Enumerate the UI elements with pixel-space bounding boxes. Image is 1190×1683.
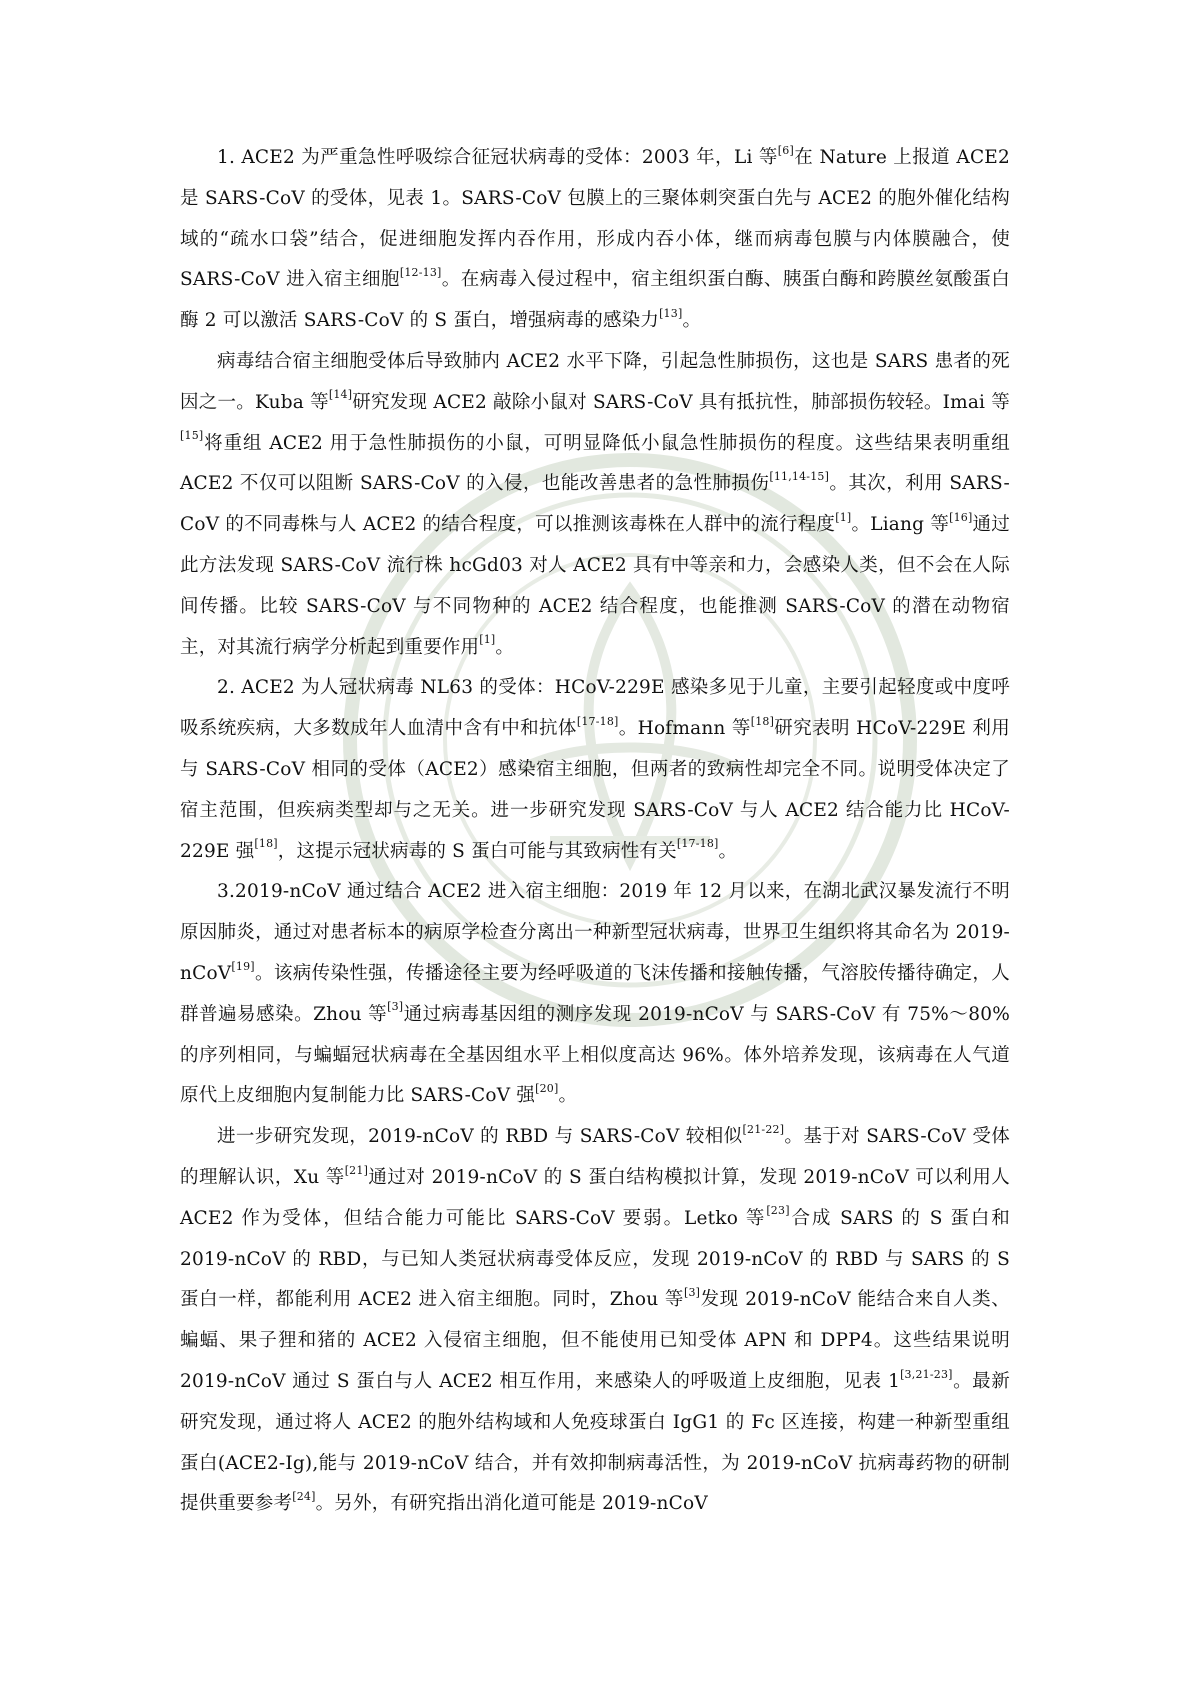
text-run: 通过此方法发现 SARS-CoV 流行株 hcGd03 对人 ACE2 具有中等亲和力，会感染人类，但不会在人际间传播。比较 SARS-CoV 与不同物种的 ACE2 结合程度，也能推测 SARS-CoV 的潜在动物宿主，对其流行病学分析起到重要作用 [180,514,1010,658]
text-run: 通过对 2019-nCoV 的 S 蛋白结构模拟计算，发现 2019-nCoV 可以利用人 ACE2 作为受体，但结合能力可能比 SARS-CoV 要弱。Letko 等 [180,1166,1011,1229]
text-run: 。 [718,840,738,862]
paragraph-2019-ncov-entry [180,872,1010,1117]
citation-ref: [18] [750,714,775,728]
citation-ref: [15] [180,429,204,443]
article-body [180,138,1010,1525]
citation-ref: [23] [766,1204,790,1218]
text-run: 。 [558,1085,578,1107]
text-run: 3.2019-nCoV 通过结合 ACE2 进入宿主细胞：2019 年 12 月以来，在湖北武汉暴发流行不明原因肺炎，通过对患者标本的病原学检查分离出一种新型冠状病毒，世界卫生组织将其命名为 2019-nCoV [180,881,1010,984]
paragraph-further-research [180,1117,1010,1525]
text-run: 1. ACE2 为严重急性呼吸综合征冠状病毒的受体：2003 年，Li 等 [217,147,778,168]
text-run: ，这提示冠状病毒的 S 蛋白可能与其致病性有关 [277,840,677,862]
text-run: 研究表明 HCoV-229E 利用与 SARS-CoV 相同的受体（ACE2）感染宿主细胞，但两者的致病性却完全不同。说明受体决定了宿主范围，但疾病类型却与之无关。进一步研究发现 SARS-CoV 与人 ACE2 结合能力比 HCoV-229E 强 [180,718,1010,862]
citation-ref: [17-18] [576,714,619,728]
citation-ref: [3,21-23] [900,1367,953,1381]
citation-ref: [13] [659,306,683,320]
text-run: 。Liang 等 [851,514,950,536]
text-run: 。其次，利用 SARS-CoV 的不同毒株与人 ACE2 的结合程度，可以推测该毒株在人群中的流行程度 [180,473,1010,536]
citation-ref: [17-18] [676,837,719,851]
text-run: 在 Nature 上报道 ACE2 是 SARS-CoV 的受体，见表 1。SARS-CoV 包膜上的三聚体刺突蛋白先与 ACE2 的胞外催化结构域的“疏水口袋”结合，促进细胞发挥内吞作用，形成内吞小体，继而病毒包膜与内体膜融合，使 SARS-CoV 进入宿主细胞 [180,147,1010,291]
citation-ref: [6] [777,143,794,157]
citation-ref: [21] [344,1163,369,1177]
citation-ref: [24] [292,1489,316,1503]
text-run: 。 [495,636,515,658]
text-run: 通过病毒基因组的测序发现 2019-nCoV 与 SARS-CoV 有 75%～80%的序列相同，与蝙蝠冠状病毒在全基因组水平上相似度高达 96%。体外培养发现，该病毒在人气道原代上皮细胞内复制能力比 SARS-CoV 强 [180,1003,1010,1107]
text-run: 。在病毒入侵过程中，宿主组织蛋白酶、胰蛋白酶和跨膜丝氨酸蛋白酶 2 可以激活 SARS-CoV 的 S 蛋白，增强病毒的感染力 [180,269,1010,332]
text-run: 研究发现 ACE2 敲除小鼠对 SARS-CoV 具有抵抗性，肺部损伤较轻。Imai 等 [352,391,1010,413]
citation-ref: [21-22] [742,1122,785,1136]
text-run: 。另外，有研究指出消化道可能是 2019-nCoV [315,1493,708,1515]
text-run: 进一步研究发现，2019-nCoV 的 RBD 与 SARS-CoV 较相似 [217,1126,743,1148]
citation-ref: [11,14-15] [769,470,830,484]
paragraph-ace2-nl63-receptor [180,668,1010,872]
citation-ref: [3] [387,1000,404,1014]
citation-ref: [1] [835,510,852,524]
text-run: 2. ACE2 为人冠状病毒 NL63 的受体：HCoV-229E 感染多见于儿童，主要引起轻度或中度呼吸系统疾病，大多数成年人血清中含有中和抗体 [180,677,1010,740]
citation-ref: [18] [254,837,278,851]
text-run: 发现 2019-nCoV 能结合来自人类、蝙蝠、果子狸和猪的 ACE2 入侵宿主细胞，但不能使用已知受体 APN 和 DPP4。这些结果说明 2019-nCoV 通过 S 蛋白与人 ACE2 相互作用，来感染人的呼吸道上皮细胞，见表 1 [180,1289,1010,1392]
citation-ref: [1] [479,633,496,647]
citation-ref: [3] [683,1285,701,1299]
text-run: 。该病传染性强，传播途径主要为经呼吸道的飞沫传播和接触传播，气溶胶传播待确定，人群普遍易感染。Zhou 等 [180,962,1010,1025]
citation-ref: [16] [949,510,973,524]
text-run: 病毒结合宿主细胞受体后导致肺内 ACE2 水平下降，引起急性肺损伤，这也是 SARS 患者的死因之一。Kuba 等 [180,350,1010,413]
citation-ref: [19] [231,959,255,973]
citation-ref: [14] [328,388,353,402]
text-run: 。最新研究发现，通过将人 ACE2 的胞外结构域和人免疫球蛋白 IgG1 的 Fc 区连接，构建一种新型重组蛋白(ACE2-Ig),能与 2019-nCoV 结合，并有效抑制病毒活性，为 2019-nCoV 抗病毒药物的研制提供重要参考 [180,1370,1010,1515]
text-run: 合成 SARS 的 S 蛋白和 2019-nCoV 的 RBD，与已知人类冠状病毒受体反应，发现 2019-nCoV 的 RBD 与 SARS 的 S 蛋白一样，都能利用 ACE2 进入宿主细胞。同时，Zhou 等 [180,1207,1010,1311]
citation-ref: [20] [535,1081,559,1095]
citation-ref: [12-13] [399,266,442,280]
text-run: 将重组 ACE2 用于急性肺损伤的小鼠，可明显降低小鼠急性肺损伤的程度。这些结果表明重组 ACE2 不仅可以阻断 SARS-CoV 的入侵，也能改善患者的急性肺损伤 [180,432,1010,495]
text-run: 。基于对 SARS-CoV 受体的理解认识，Xu 等 [180,1126,1010,1188]
paragraph-ace2-lung-injury [180,342,1010,668]
paragraph-ace2-sars-receptor [180,138,1010,342]
text-run: 。 [682,310,702,332]
text-run: 。Hofmann 等 [618,718,751,740]
